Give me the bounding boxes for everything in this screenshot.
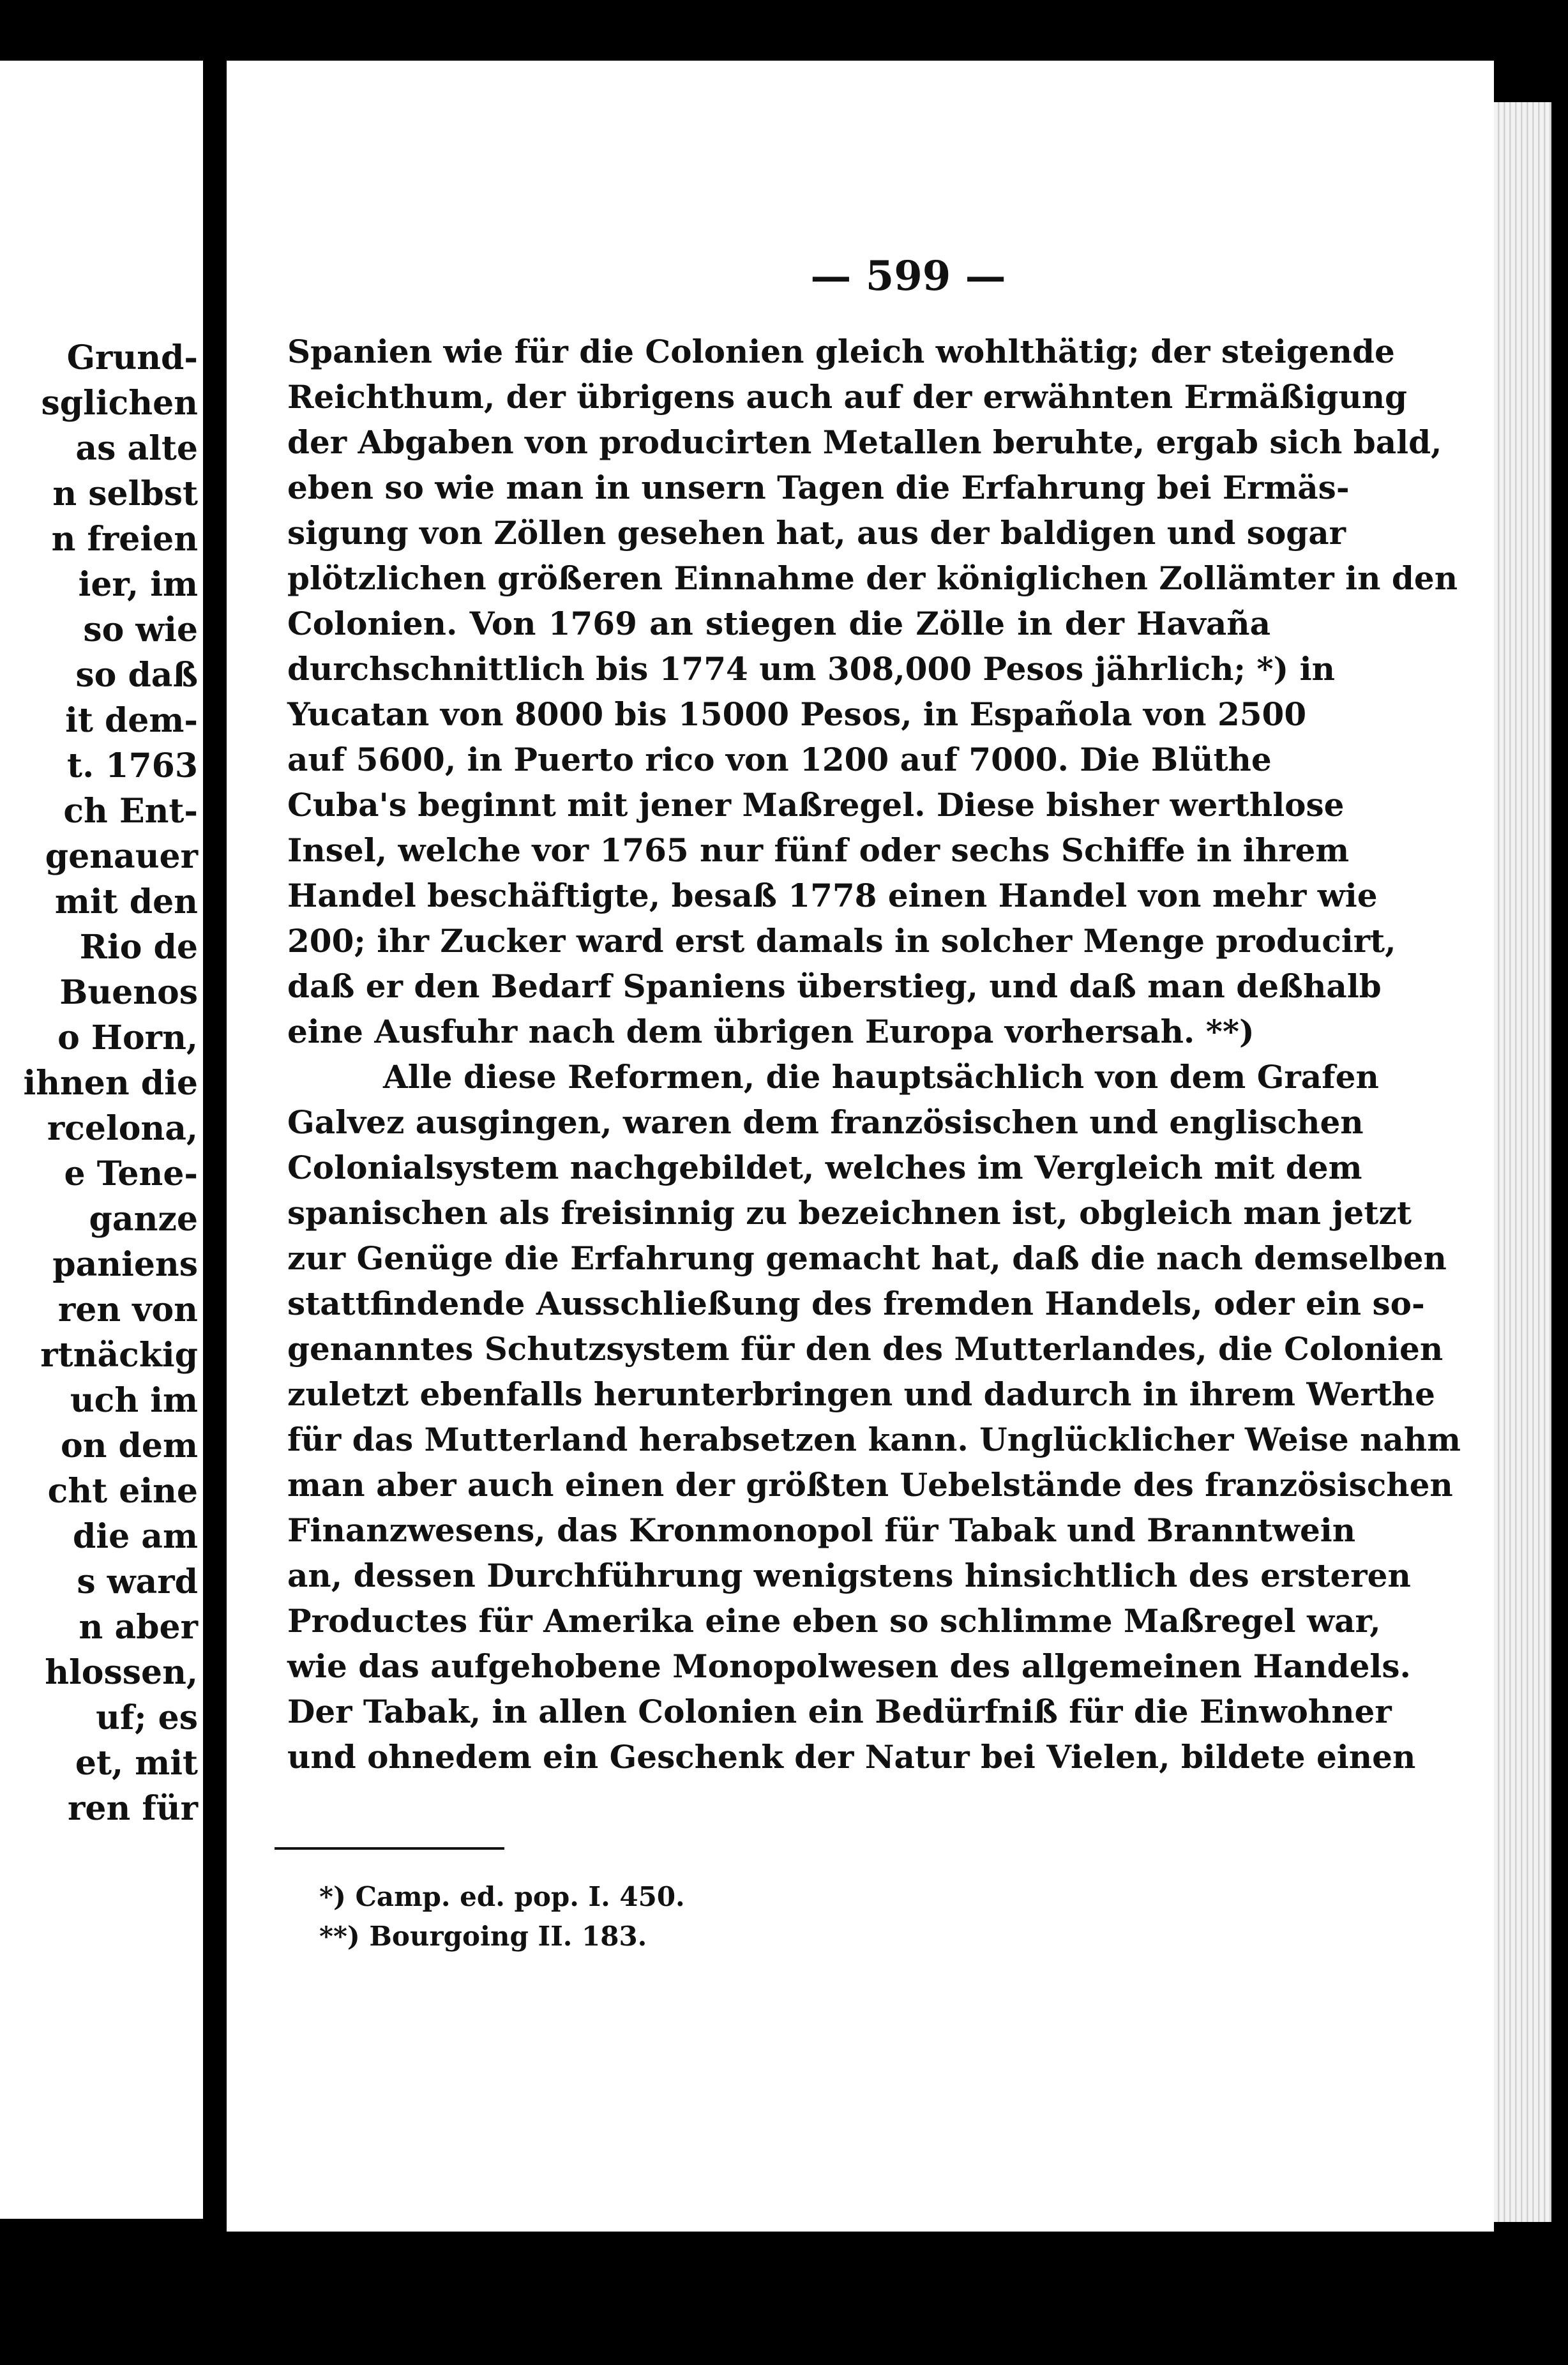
footnote-divider bbox=[275, 1847, 504, 1850]
previous-page-line: on dem bbox=[60, 1426, 198, 1465]
text-line: Spanien wie für die Colonien gleich wohlthätig; der steigende bbox=[287, 333, 1395, 370]
previous-page-line: so wie bbox=[83, 610, 198, 649]
text-line: Alle diese Reformen, die hauptsächlich von dem Grafen bbox=[383, 1058, 1379, 1096]
text-line: Colonien. Von 1769 an stiegen die Zölle in der Havaña bbox=[287, 605, 1270, 642]
previous-page-line: n selbst bbox=[52, 474, 198, 513]
text-line: an, dessen Durchführung wenigstens hinsichtlich des ersteren bbox=[287, 1557, 1411, 1594]
previous-page-line: hlossen, bbox=[45, 1653, 198, 1692]
text-line: genanntes Schutzsystem für den des Mutterlandes, die Colonien bbox=[287, 1330, 1444, 1368]
previous-page-line: ihnen die bbox=[23, 1064, 198, 1103]
previous-page-line: n aber bbox=[79, 1608, 198, 1647]
previous-page-line: ganze bbox=[89, 1200, 198, 1239]
previous-page-line: uch im bbox=[70, 1381, 198, 1420]
text-line: zuletzt ebenfalls herunterbringen und dadurch in ihrem Werthe bbox=[287, 1375, 1435, 1413]
previous-page-line: Rio de bbox=[79, 928, 198, 967]
previous-page-line: so daß bbox=[75, 656, 198, 695]
text-line: Colonialsystem nachgebildet, welches im Vergleich mit dem bbox=[287, 1149, 1362, 1186]
text-line: Handel beschäftigte, besaß 1778 einen Handel von mehr wie bbox=[287, 877, 1378, 914]
previous-page-text bbox=[0, 335, 203, 1831]
text-line: der Abgaben von producirten Metallen beruhte, ergab sich bald, bbox=[287, 423, 1442, 461]
text-line: wie das aufgehobene Monopolwesen des allgemeinen Handels. bbox=[287, 1647, 1411, 1685]
text-line: Cuba's beginnt mit jener Maßregel. Diese bisher werthlose bbox=[287, 786, 1345, 824]
footnotes bbox=[319, 1877, 958, 1956]
previous-page-line: genauer bbox=[45, 837, 198, 876]
previous-page-fragment bbox=[0, 61, 203, 2219]
previous-page-line: cht eine bbox=[47, 1472, 198, 1511]
previous-page-line: n freien bbox=[51, 520, 198, 559]
text-line: daß er den Bedarf Spaniens überstieg, und daß man deßhalb bbox=[287, 967, 1382, 1005]
footnote: **) Bourgoing II. 183. bbox=[319, 1921, 647, 1952]
previous-page-line: rcelona, bbox=[47, 1109, 198, 1148]
text-line: man aber auch einen der größten Uebelstände des französischen bbox=[287, 1466, 1453, 1504]
text-line: Der Tabak, in allen Colonien ein Bedürfniß für die Einwohner bbox=[287, 1693, 1392, 1730]
text-line: stattfindende Ausschließung des fremden Handels, oder ein so- bbox=[287, 1285, 1425, 1322]
previous-page-line: paniens bbox=[52, 1245, 198, 1284]
text-line: Insel, welche vor 1765 nur fünf oder sechs Schiffe in ihrem bbox=[287, 831, 1350, 869]
text-line: sigung von Zöllen gesehen hat, aus der baldigen und sogar bbox=[287, 514, 1346, 552]
previous-page-line: et, mit bbox=[75, 1744, 198, 1783]
previous-page-line: ren für bbox=[68, 1789, 198, 1828]
text-line: zur Genüge die Erfahrung gemacht hat, daß die nach demselben bbox=[287, 1239, 1447, 1277]
previous-page-line: as alte bbox=[75, 429, 198, 468]
previous-page-line: t. 1763 bbox=[67, 746, 198, 785]
previous-page-line: Buenos bbox=[59, 973, 198, 1012]
text-line: für das Mutterland herabsetzen kann. Unglücklicher Weise nahm bbox=[287, 1421, 1461, 1458]
text-line: Productes für Amerika eine eben so schlimme Maßregel war, bbox=[287, 1602, 1381, 1640]
footnote: *) Camp. ed. pop. I. 450. bbox=[319, 1881, 685, 1912]
text-line: Finanzwesens, das Kronmonopol für Tabak und Branntwein bbox=[287, 1511, 1356, 1549]
text-line: durchschnittlich bis 1774 um 308,000 Pesos jährlich; *) in bbox=[287, 650, 1335, 688]
previous-page-line: die am bbox=[72, 1517, 198, 1556]
previous-page-line: ier, im bbox=[78, 565, 198, 604]
page-number: — 599 — bbox=[810, 252, 1006, 300]
text-line: Galvez ausgingen, waren dem französischen und englischen bbox=[287, 1103, 1364, 1141]
previous-page-line: rtnäckig bbox=[40, 1336, 198, 1375]
previous-page-line: Grund- bbox=[66, 338, 198, 377]
text-line: eine Ausfuhr nach dem übrigen Europa vorhersah. **) bbox=[287, 1013, 1255, 1050]
body-text bbox=[287, 329, 1461, 1779]
previous-page-line: o Horn, bbox=[57, 1018, 198, 1057]
text-line: 200; ihr Zucker ward erst damals in solcher Menge producirt, bbox=[287, 922, 1396, 960]
text-line: spanischen als freisinnig zu bezeichnen ist, obgleich man jetzt bbox=[287, 1194, 1412, 1232]
text-line: eben so wie man in unsern Tagen die Erfahrung bei Ermäs- bbox=[287, 469, 1350, 506]
page-edge bbox=[1494, 102, 1551, 2222]
previous-page-line: ch Ent- bbox=[63, 792, 198, 831]
previous-page-line: ren von bbox=[57, 1290, 198, 1329]
previous-page-line: sglichen bbox=[41, 384, 198, 423]
text-line: Reichthum, der übrigens auch auf der erwähnten Ermäßigung bbox=[287, 378, 1408, 416]
text-line: auf 5600, in Puerto rico von 1200 auf 7000. Die Blüthe bbox=[287, 741, 1272, 778]
previous-page-line: e Tene- bbox=[64, 1154, 198, 1193]
text-line: plötzlichen größeren Einnahme der königlichen Zollämter in den bbox=[287, 559, 1458, 597]
previous-page-line: mit den bbox=[54, 882, 198, 921]
previous-page-line: it dem- bbox=[65, 701, 198, 740]
previous-page-line: s ward bbox=[77, 1562, 198, 1601]
previous-page-line: uf; es bbox=[96, 1698, 198, 1737]
text-line: Yucatan von 8000 bis 15000 Pesos, in Española von 2500 bbox=[287, 695, 1307, 733]
text-line: und ohnedem ein Geschenk der Natur bei Vielen, bildete einen bbox=[287, 1738, 1416, 1776]
